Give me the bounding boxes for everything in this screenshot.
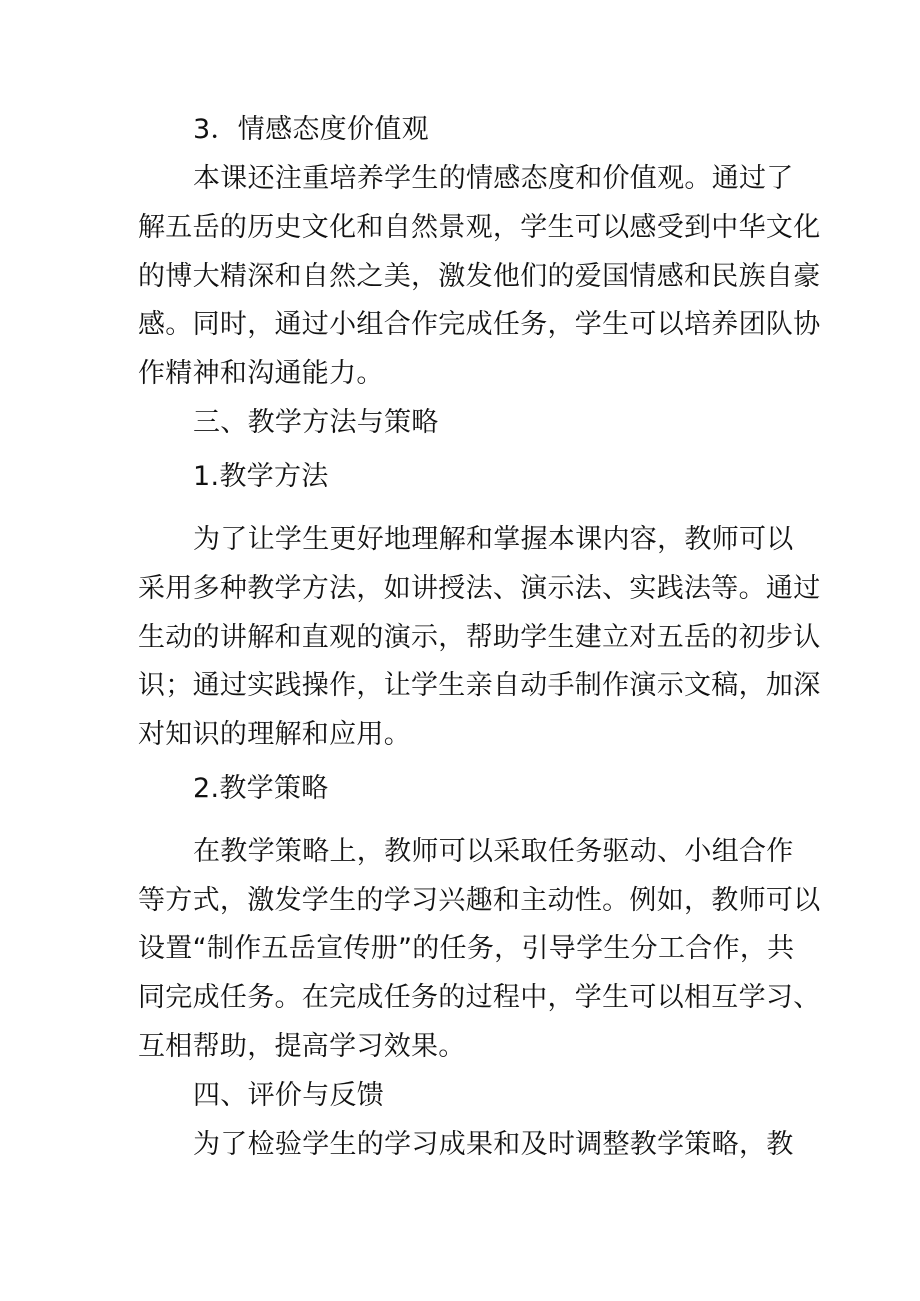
paragraph-line: 同完成任务。在完成任务的过程中，学生可以相互学习、 bbox=[138, 982, 821, 1013]
paragraph-line: 的博大精深和自然之美，激发他们的爱国情感和民族自豪 bbox=[138, 261, 821, 292]
section-heading-4: 四、评价与反馈 bbox=[193, 1080, 385, 1111]
paragraph-line: 对知识的理解和应用。 bbox=[138, 719, 411, 750]
paragraph-line: 为了让学生更好地理解和掌握本课内容，教师可以 bbox=[193, 524, 794, 555]
section-heading-3: 三、教学方法与策略 bbox=[193, 407, 439, 438]
paragraph-line: 解五岳的历史文化和自然景观，学生可以感受到中华文化 bbox=[138, 212, 821, 243]
paragraph-line: 在教学策略上，教师可以采取任务驱动、小组合作 bbox=[193, 836, 794, 867]
paragraph-line: 互相帮助，提高学习效果。 bbox=[138, 1031, 466, 1062]
paragraph-line: 为了检验学生的学习成果和及时调整教学策略，教 bbox=[193, 1129, 794, 1160]
paragraph-line: 生动的讲解和直观的演示，帮助学生建立对五岳的初步认 bbox=[138, 622, 821, 653]
paragraph-line: 本课还注重培养学生的情感态度和价值观。通过了 bbox=[193, 163, 794, 194]
paragraph-line: 设置“制作五岳宣传册”的任务，引导学生分工合作，共 bbox=[138, 933, 795, 964]
paragraph-line: 采用多种教学方法，如讲授法、演示法、实践法等。通过 bbox=[138, 573, 821, 604]
paragraph-line: 识；通过实践操作，让学生亲自动手制作演示文稿，加深 bbox=[138, 670, 821, 701]
paragraph-line: 感。同时，通过小组合作完成任务，学生可以培养团队协 bbox=[138, 309, 821, 340]
subsection-heading-2: 2.教学策略 bbox=[193, 773, 329, 804]
subsection-heading-1: 1.教学方法 bbox=[193, 461, 329, 492]
paragraph-line: 作精神和沟通能力。 bbox=[138, 358, 384, 389]
subsection-heading-3: 3．情感态度价值观 bbox=[193, 114, 429, 145]
paragraph-line: 等方式，激发学生的学习兴趣和主动性。例如，教师可以 bbox=[138, 885, 821, 916]
